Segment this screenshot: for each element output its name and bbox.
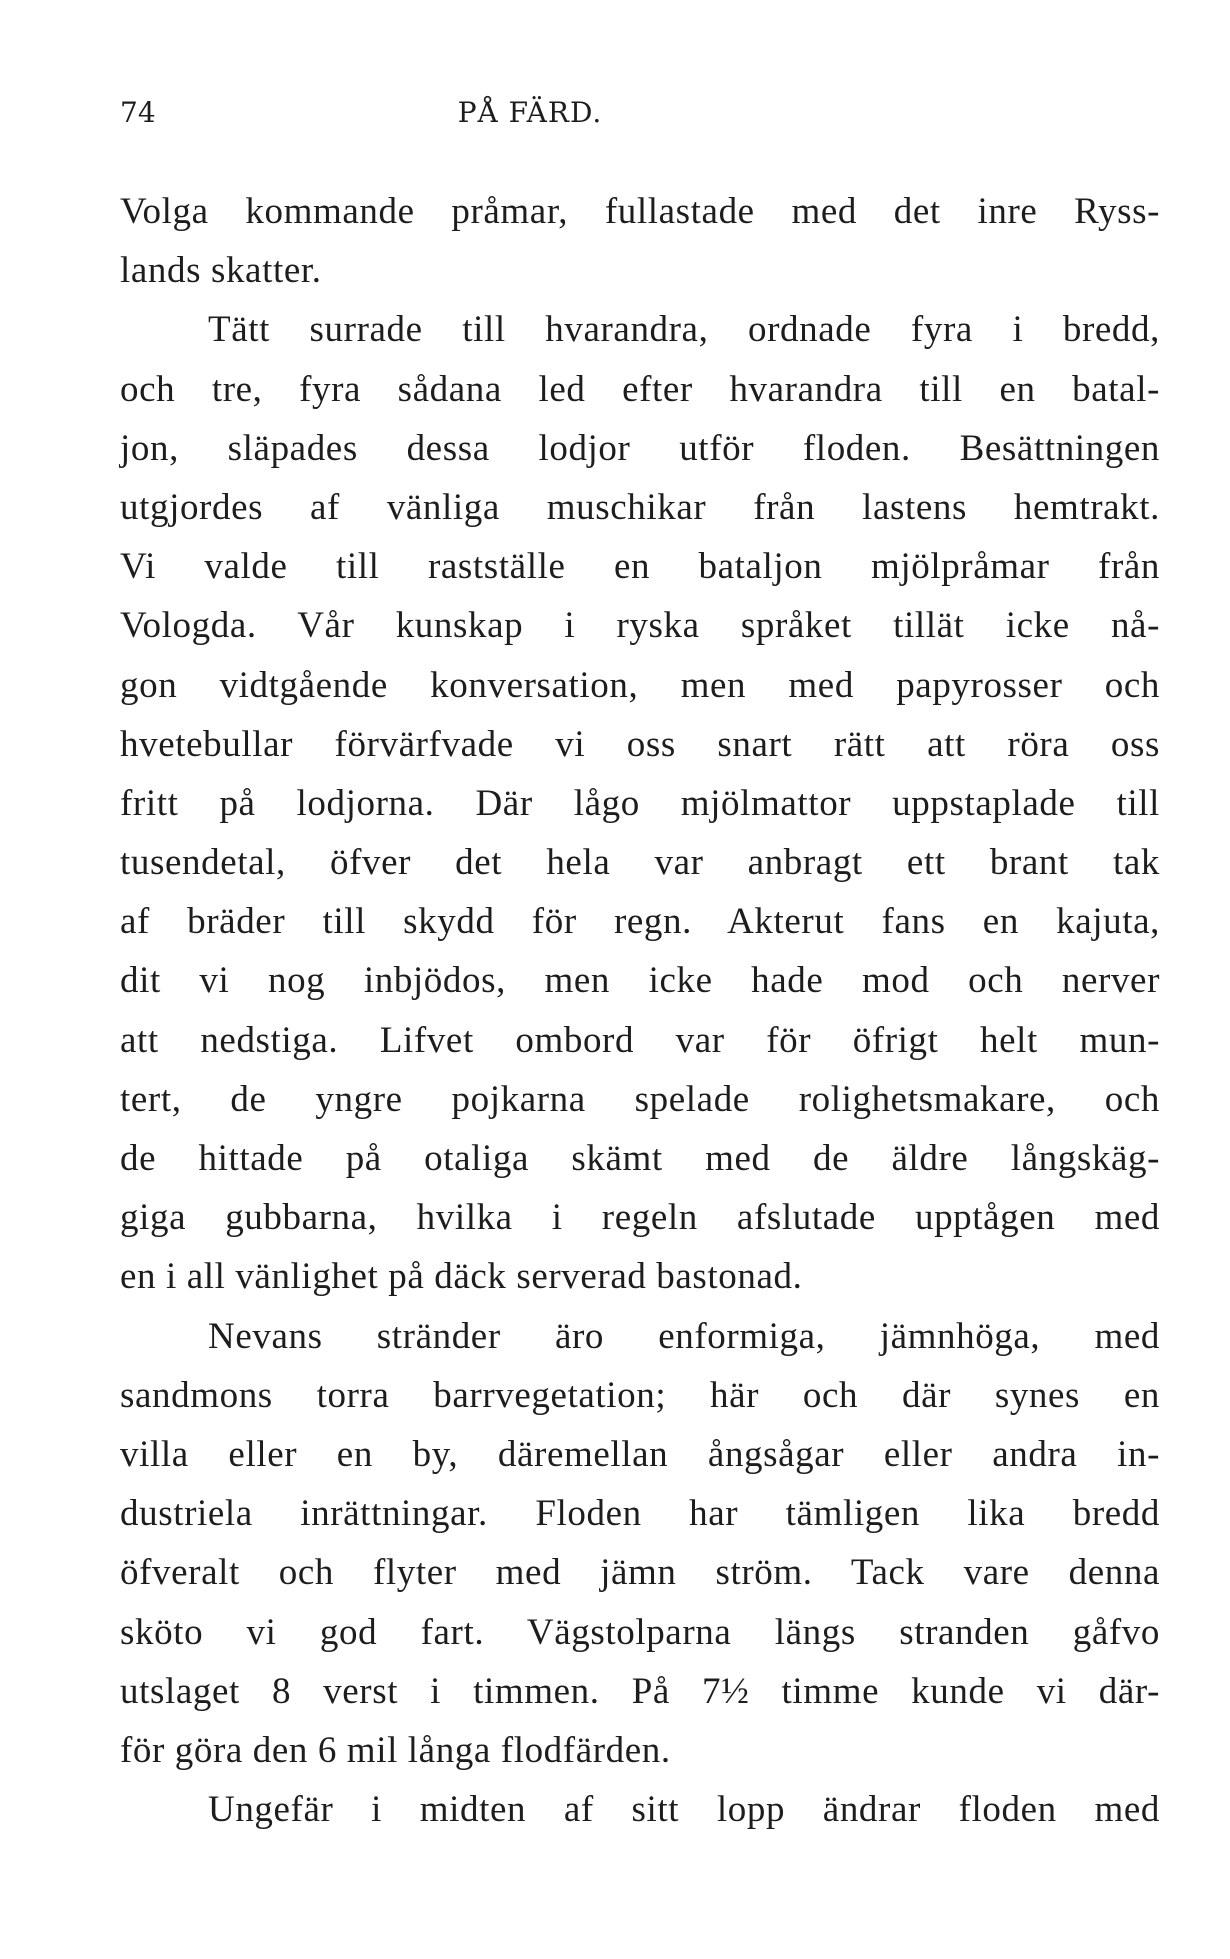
page-number: 74 xyxy=(120,96,156,129)
text-line: giga gubbarna, hvilka i regeln afslutade upptågen med xyxy=(120,1197,1160,1239)
text-line: för göra den 6 mil långa flodfärden. xyxy=(120,1729,671,1771)
text-line: sandmons torra barrvegetation; här och där synes en xyxy=(120,1374,1160,1416)
body-text xyxy=(120,182,1160,1839)
page-header xyxy=(120,96,1160,136)
text-line: utgjordes af vänliga muschikar från lastens hemtrakt. xyxy=(120,486,1160,528)
text-line: dustriela inrättningar. Floden har tämligen lika bredd xyxy=(120,1493,1160,1535)
paragraph-start-line: Nevans stränder äro enformiga, jämnhöga, med xyxy=(208,1315,1160,1357)
text-line: Vologda. Vår kunskap i ryska språket tillät icke nå- xyxy=(120,605,1160,647)
text-line: tert, de yngre pojkarna spelade rolighetsmakare, och xyxy=(120,1078,1160,1120)
text-line: och tre, fyra sådana led efter hvarandra till en batal- xyxy=(120,368,1160,410)
text-line: gon vidtgående konversation, men med papyrosser och xyxy=(120,664,1160,706)
text-line: dit vi nog inbjödos, men icke hade mod och nerver xyxy=(120,960,1160,1002)
text-line: de hittade på otaliga skämt med de äldre långskäg- xyxy=(120,1138,1160,1179)
text-line: af bräder till skydd för regn. Akterut fans en kajuta, xyxy=(120,901,1160,943)
text-line: hvetebullar förvärfvade vi oss snart rätt att röra oss xyxy=(120,723,1160,765)
text-line: lands skatter. xyxy=(120,250,322,292)
text-line: utslaget 8 verst i timmen. På 7½ timme kunde vi där- xyxy=(120,1670,1160,1712)
text-line: öfveralt och flyter med jämn ström. Tack vare denna xyxy=(120,1552,1160,1594)
text-line: villa eller en by, däremellan ångsågar eller andra in- xyxy=(120,1433,1160,1475)
text-line: jon, släpades dessa lodjor utför floden. Besättningen xyxy=(120,427,1160,469)
paragraph-start-line: Tätt surrade till hvarandra, ordnade fyra i bredd, xyxy=(208,309,1160,351)
paragraph-start-line: Ungefär i midten af sitt lopp ändrar floden med xyxy=(208,1789,1160,1831)
text-line: Volga kommande pråmar, fullastade med det inre Ryss- xyxy=(120,191,1160,232)
text-line: att nedstiga. Lifvet ombord var för öfrigt helt mun- xyxy=(120,1019,1160,1061)
text-line: tusendetal, öfver det hela var anbragt ett brant tak xyxy=(120,842,1160,884)
text-line: en i all vänlighet på däck serverad bastonad. xyxy=(120,1256,803,1298)
text-line: Vi valde till rastställe en bataljon mjölpråmar från xyxy=(120,546,1160,588)
text-line: fritt på lodjorna. Där lågo mjölmattor uppstaplade till xyxy=(120,782,1160,824)
text-line: sköto vi god fart. Vägstolparna längs stranden gåfvo xyxy=(120,1611,1160,1653)
running-head: PÅ FÄRD. xyxy=(457,96,603,129)
